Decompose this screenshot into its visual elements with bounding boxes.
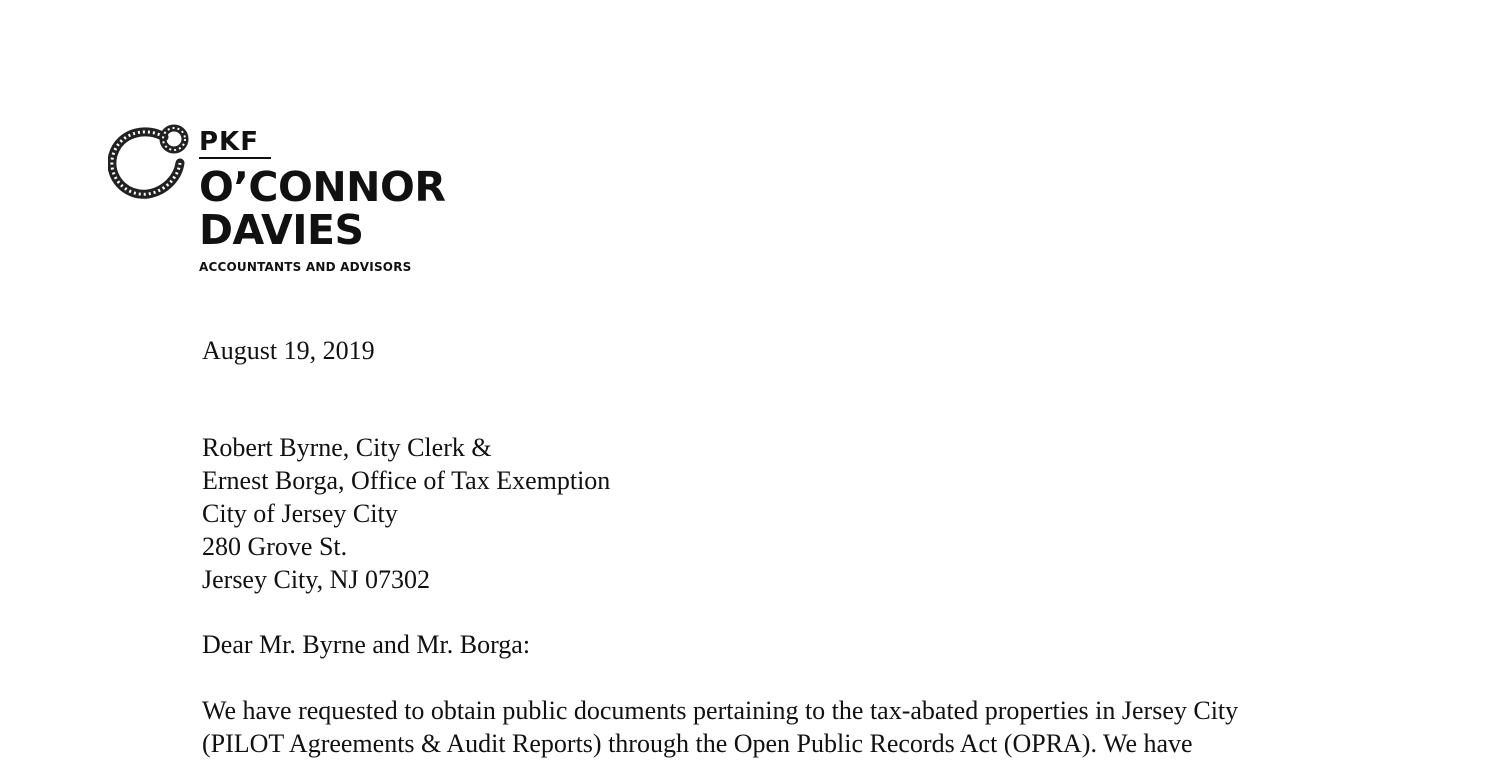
address-line: 280 Grove St. (202, 532, 348, 561)
address-line: Jersey City, NJ 07302 (202, 565, 430, 594)
recipient-address (202, 431, 610, 596)
logo-tagline: ACCOUNTANTS AND ADVISORS (199, 260, 412, 274)
body-paragraph (202, 694, 1362, 760)
address-line: Robert Byrne, City Clerk & (202, 433, 492, 462)
firm-logo (199, 128, 445, 274)
address-line: Ernest Borga, Office of Tax Exemption (202, 466, 611, 495)
letter-date: August 19, 2019 (202, 336, 375, 365)
body-line: We have requested to obtain public documents pertaining to the tax-abated properties in Jersey City (202, 696, 1239, 725)
body-line: (PILOT Agreements & Audit Reports) through the Open Public Records Act (OPRA). We have (202, 729, 1193, 758)
logo-firm-line-2: DAVIES (199, 206, 364, 254)
logo-pkf: PKF (199, 128, 271, 159)
salutation: Dear Mr. Byrne and Mr. Borga: (202, 630, 531, 659)
logo-firm-line-1: O’CONNOR (199, 163, 446, 211)
address-line: City of Jersey City (202, 499, 398, 528)
pkf-logo-mark-icon (108, 123, 192, 201)
